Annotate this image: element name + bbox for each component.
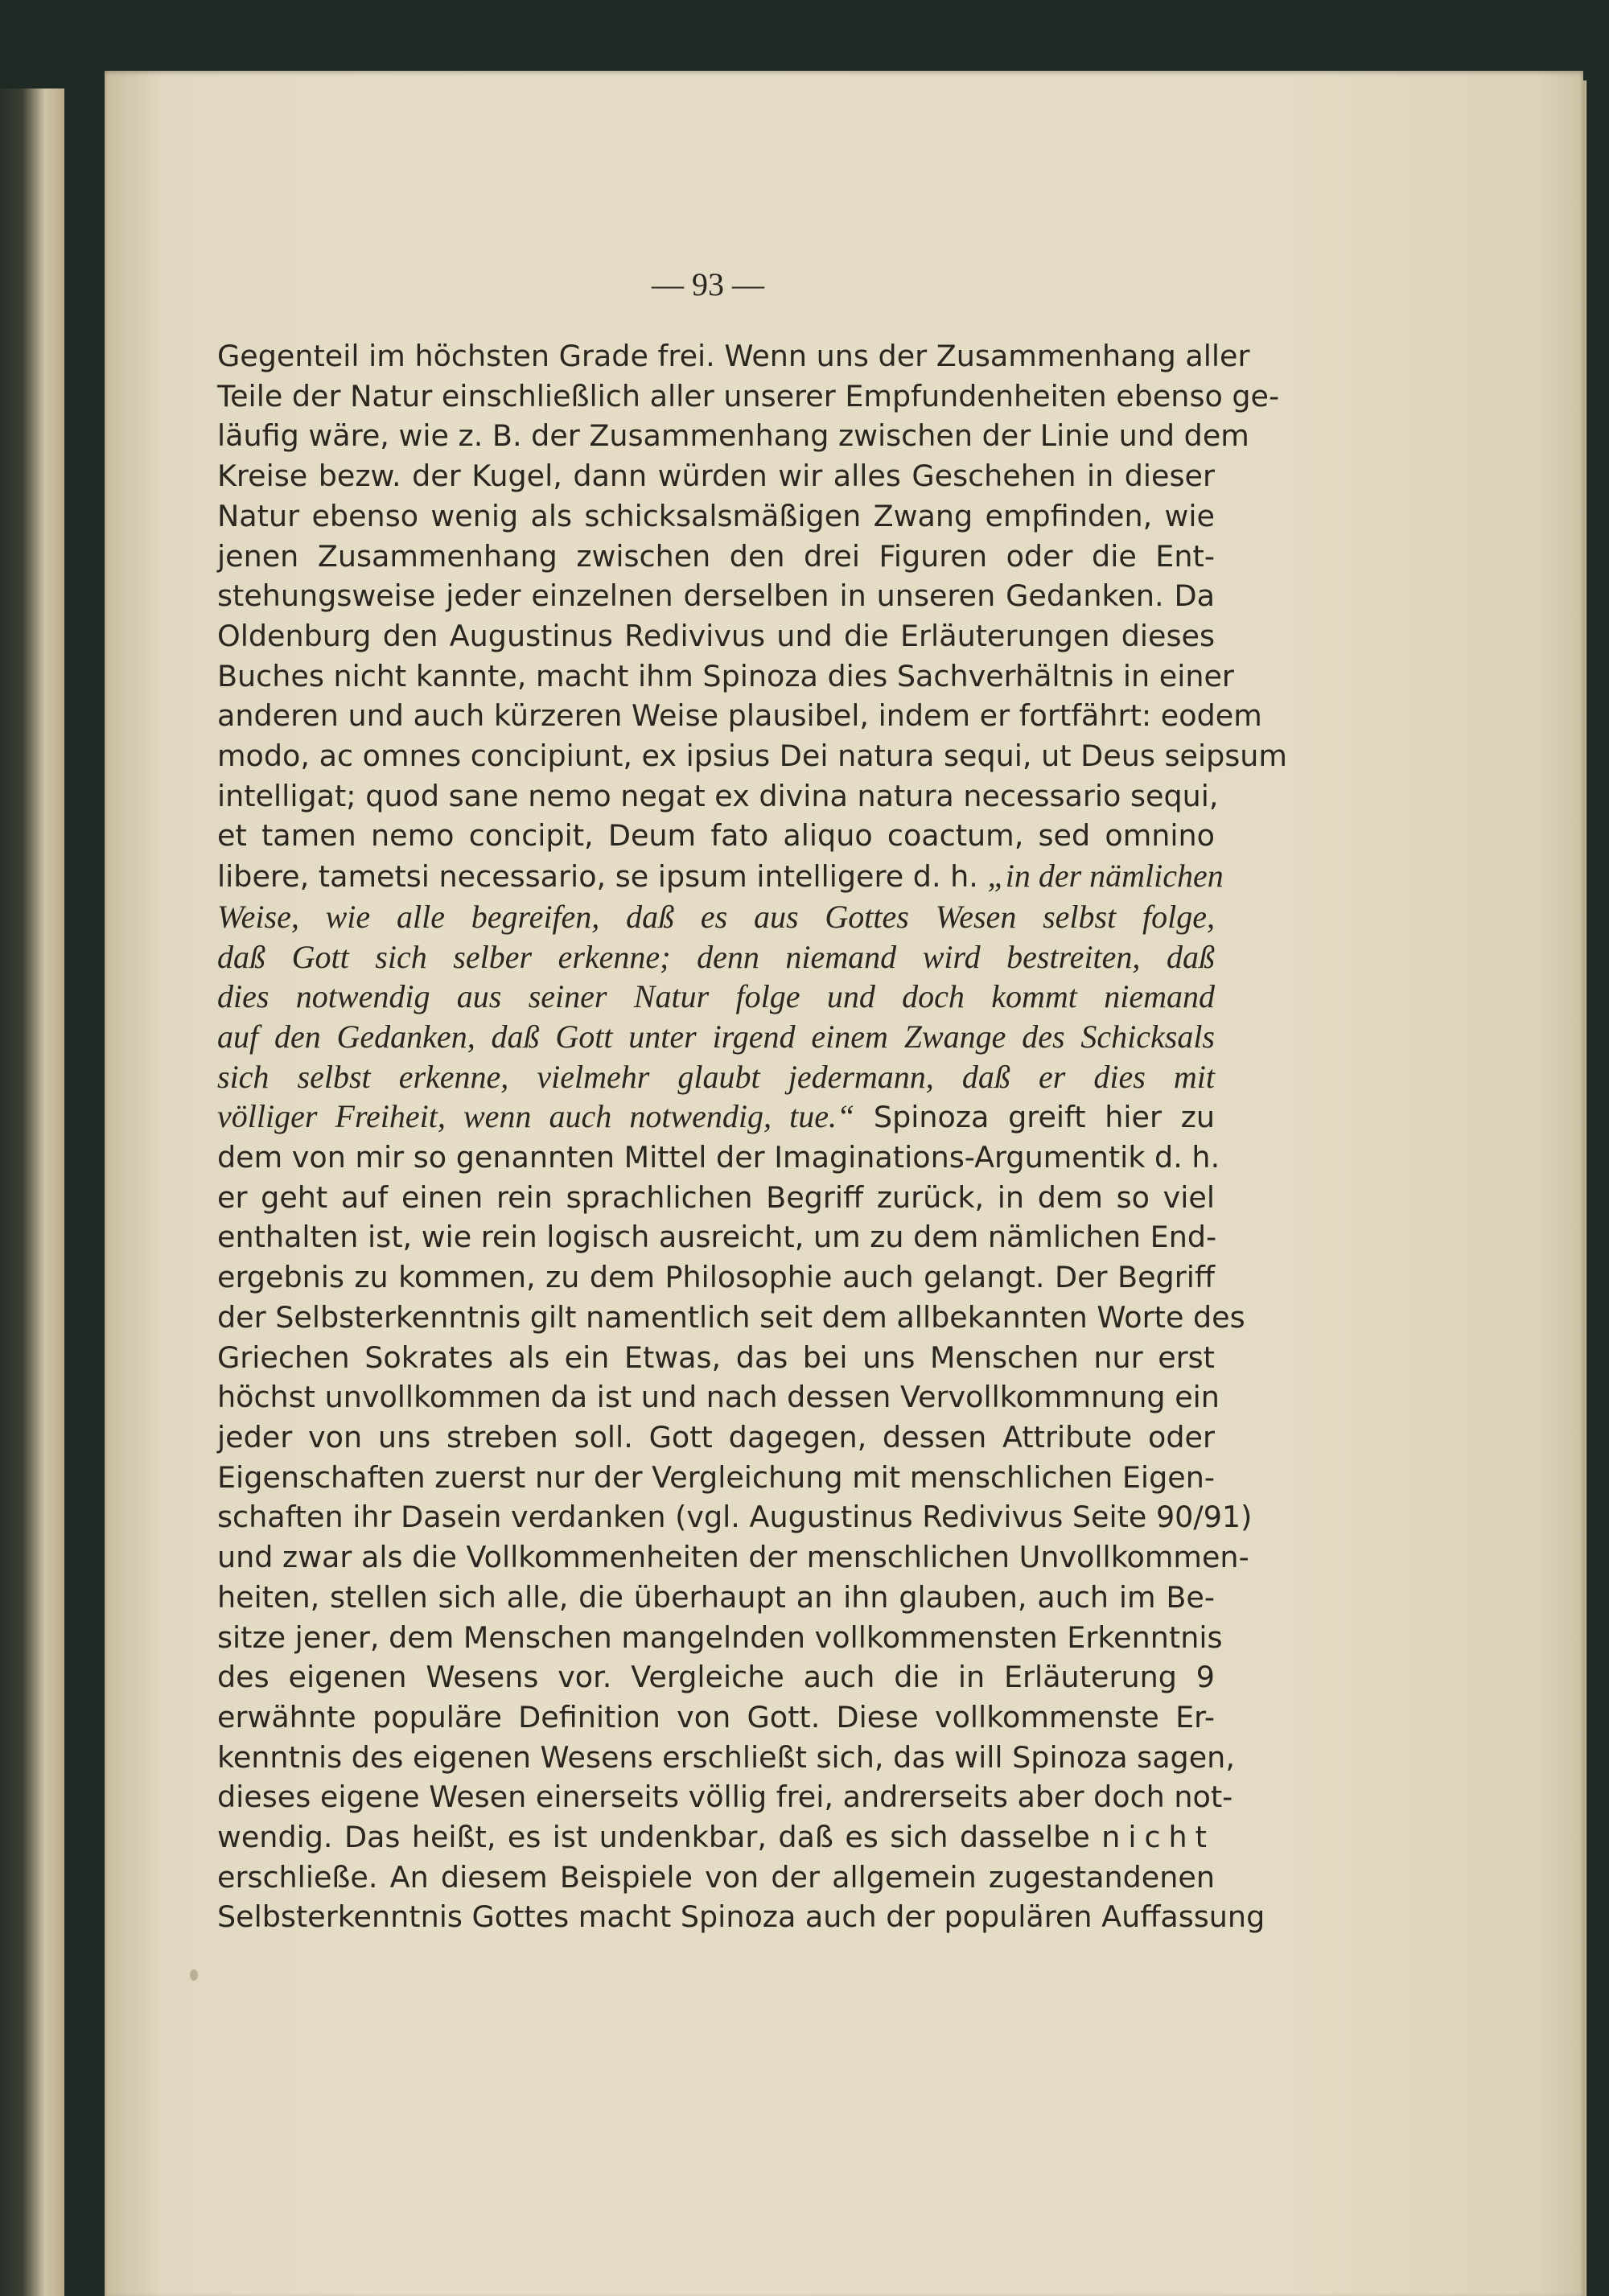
- quote-line: sich selbst erkenne, vielmehr glaubt jedermann, daß er dies mit: [217, 1058, 1215, 1095]
- text-line: und zwar als die Vollkommenheiten der menschlichen Unvollkommen-: [217, 1540, 1249, 1575]
- text-line: Kreise bezw. der Kugel, dann würden wir alles Geschehen in dieser: [217, 459, 1215, 494]
- text-line: enthalten ist, wie rein logisch ausreicht, um zu dem nämlichen End-: [217, 1220, 1217, 1255]
- quote-line: dies notwendig aus seiner Natur folge und doch kommt niemand: [217, 978, 1215, 1015]
- text-line: anderen und auch kürzeren Weise plausibel, indem er fortfährt: eodem: [217, 698, 1262, 734]
- text-run: Spinoza greift hier zu: [854, 1100, 1215, 1135]
- text-line: erschließe. An diesem Beispiele von der allgemein zugestandenen: [217, 1859, 1215, 1895]
- text-line: Teile der Natur einschließlich aller unserer Empfundenheiten ebenso ge-: [217, 378, 1280, 414]
- text-line: der Selbsterkenntnis gilt namentlich seit dem allbekannten Worte des: [217, 1299, 1245, 1335]
- text-line: Natur ebenso wenig als schicksalsmäßigen Zwang empfinden, wie: [217, 498, 1215, 533]
- page-number: — 93 —: [652, 266, 764, 302]
- text-line: intelligat; quod sane nemo negat ex divina natura necessario sequi,: [217, 778, 1219, 813]
- text-line: dieses eigene Wesen einerseits völlig frei, andrerseits aber doch not-: [217, 1780, 1233, 1815]
- quote-line: daß Gott sich selber erkenne; denn niemand wird bestreiten, daß: [217, 938, 1215, 975]
- text-line: er geht auf einen rein sprachlichen Begriff zurück, in dem so viel: [217, 1179, 1215, 1215]
- text-line-mixed: [217, 1817, 1215, 1858]
- text-run: wendig. Das heißt, es ist undenkbar, daß es sich dasselbe: [217, 1820, 1102, 1855]
- text-line: kenntnis des eigenen Wesens erschließt sich, das will Spinoza sagen,: [217, 1739, 1235, 1775]
- body-text: [217, 336, 1287, 1937]
- quote-line: Weise, wie alle begreifen, daß es aus Gottes Wesen selbst folge,: [217, 898, 1215, 935]
- text-line: läufig wäre, wie z. B. der Zusammenhang zwischen der Linie und dem: [217, 418, 1249, 454]
- text-line-mixed: [217, 1097, 1215, 1138]
- text-line-mixed: [217, 856, 1224, 897]
- text-line: Selbsterkenntnis Gottes macht Spinoza auch der populären Auffassung: [217, 1899, 1265, 1935]
- text-line: jeder von uns streben soll. Gott dagegen, dessen Attribute oder: [217, 1419, 1215, 1455]
- book-left-edge: [0, 88, 64, 2296]
- quote-italic-run: völliger Freiheit, wenn auch notwendig, tue.“: [217, 1098, 855, 1135]
- text-line: des eigenen Wesens vor. Vergleiche auch die in Erläuterung 9: [217, 1660, 1215, 1695]
- text-line: Oldenburg den Augustinus Redivivus und die Erläuterungen dieses: [217, 618, 1215, 653]
- text-run: libere, tametsi necessario, se ipsum intelligere d. h.: [217, 859, 988, 895]
- text-line: Griechen Sokrates als ein Etwas, das bei uns Menschen nur erst: [217, 1339, 1215, 1375]
- text-line: dem von mir so genannten Mittel der Imaginations-Argumentik d. h.: [217, 1140, 1220, 1175]
- text-line: erwähnte populäre Definition von Gott. Diese vollkommenste Er-: [217, 1699, 1215, 1734]
- quote-line: auf den Gedanken, daß Gott unter irgend einem Zwange des Schicksals: [217, 1018, 1215, 1055]
- text-line: Gegenteil im höchsten Grade frei. Wenn uns der Zusammenhang aller: [217, 339, 1250, 373]
- text-line: höchst unvollkommen da ist und nach dessen Vervollkommnung ein: [217, 1380, 1220, 1415]
- spaced-emphasis-run: nicht: [1101, 1820, 1215, 1855]
- text-line: stehungsweise jeder einzelnen derselben in unseren Gedanken. Da: [217, 578, 1215, 614]
- text-line: modo, ac omnes concipiunt, ex ipsius Dei natura sequi, ut Deus seipsum: [217, 739, 1287, 774]
- text-line: Buches nicht kannte, macht ihm Spinoza dies Sachverhältnis in einer: [217, 658, 1234, 693]
- paper-speck: [190, 1969, 198, 1981]
- text-line: jenen Zusammenhang zwischen den drei Figuren oder die Ent-: [217, 538, 1215, 574]
- text-line: et tamen nemo concipit, Deum fato aliquo coactum, sed omnino: [217, 818, 1215, 854]
- text-line: ergebnis zu kommen, zu dem Philosophie auch gelangt. Der Begriff: [217, 1260, 1215, 1295]
- text-line: Eigenschaften zuerst nur der Vergleichung mit menschlichen Eigen-: [217, 1459, 1215, 1495]
- text-line: heiten, stellen sich alle, die überhaupt an ihn glauben, auch im Be-: [217, 1579, 1215, 1615]
- quote-italic-run: „in der nämlichen: [987, 858, 1224, 895]
- text-line: schaften ihr Dasein verdanken (vgl. Augustinus Redivivus Seite 90/91): [217, 1500, 1253, 1535]
- text-line: sitze jener, dem Menschen mangelnden vollkommensten Erkenntnis: [217, 1619, 1223, 1655]
